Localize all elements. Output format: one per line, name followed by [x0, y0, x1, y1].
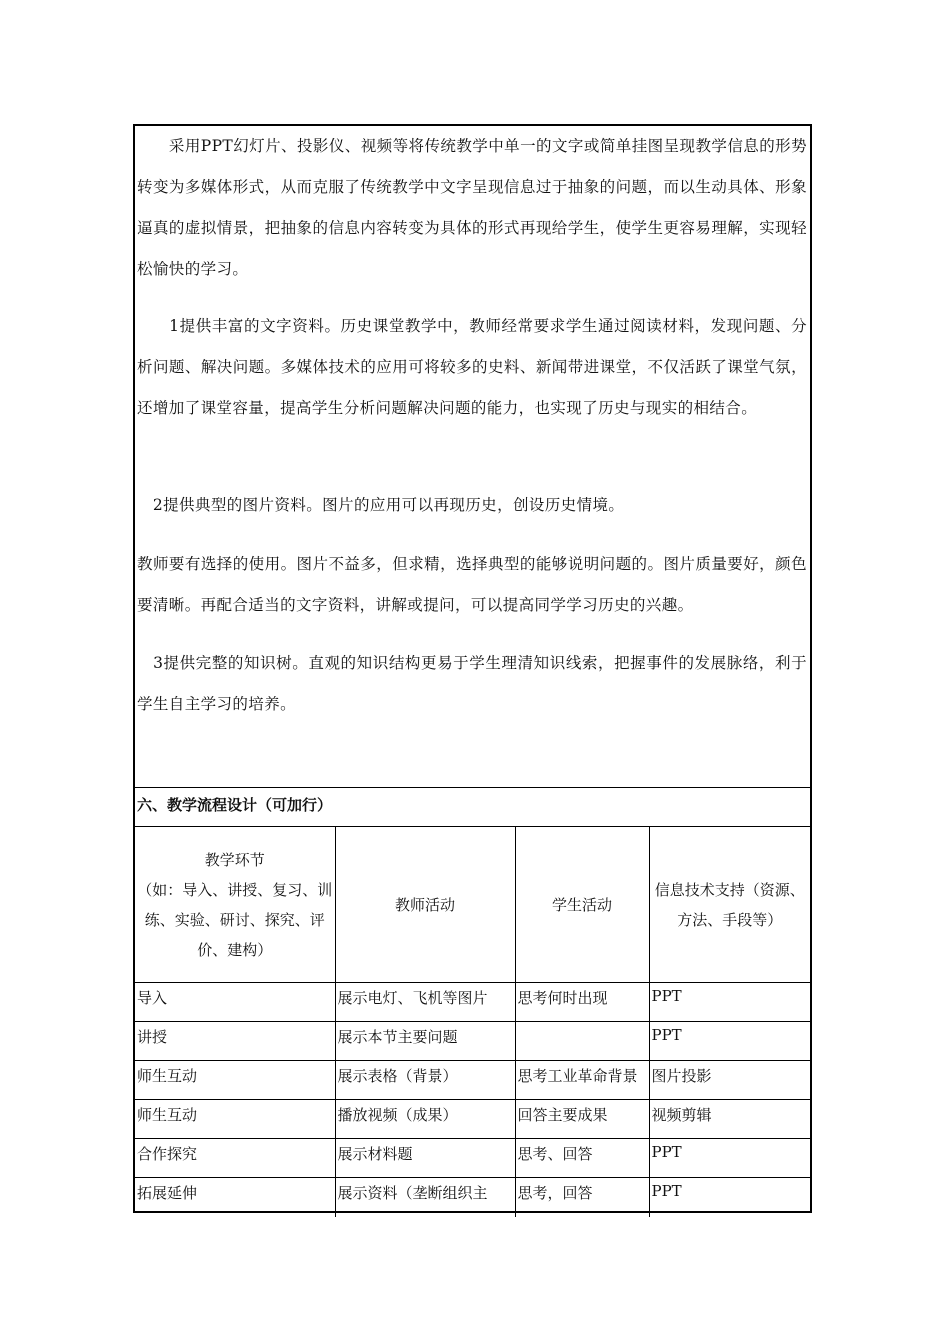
cell-teacher: 展示材料题 — [335, 1139, 515, 1178]
table-row — [135, 1061, 810, 1100]
cell-student: 回答主要成果 — [515, 1100, 649, 1139]
teaching-flow-table — [135, 827, 810, 1217]
cell-support: PPT — [649, 983, 810, 1022]
cell-stage: 师生互动 — [135, 1100, 335, 1139]
cell-teacher: 播放视频（成果） — [335, 1100, 515, 1139]
cell-support: 视频剪辑 — [649, 1100, 810, 1139]
table-row — [135, 1178, 810, 1217]
cell-teacher: 展示表格（背景） — [335, 1061, 515, 1100]
table-row — [135, 1139, 810, 1178]
cell-student: 思考，回答 — [515, 1178, 649, 1217]
cell-stage: 拓展延伸 — [135, 1178, 335, 1217]
section-title: 六、教学流程设计（可加行） — [137, 796, 333, 814]
table-row — [135, 1022, 810, 1061]
cell-support: PPT — [649, 1022, 810, 1061]
section-header-row — [135, 787, 810, 827]
cell-stage: 合作探究 — [135, 1139, 335, 1178]
table-row — [135, 983, 810, 1022]
paragraph-text-materials: 1提供丰富的文字资料。历史课堂教学中，教师经常要求学生通过阅读材料，发现问题、分析问题、解决问题。多媒体技术的应用可将较多的史料、新闻带进课堂，不仅活跃了课堂气氛，还增加了课堂容量，提高学生分析问题解决问题的能力，也实现了历史与现实的相结合。 — [137, 317, 807, 417]
paragraph-picture-usage: 教师要有选择的使用。图片不益多，但求精，选择典型的能够说明问题的。图片质量要好，颜色要清晰。再配合适当的文字资料，讲解或提问，可以提高同学学习历史的兴趣。 — [137, 555, 807, 614]
cell-stage: 师生互动 — [135, 1061, 335, 1100]
cell-student: 思考工业革命背景 — [515, 1061, 649, 1100]
cell-teacher: 展示本节主要问题 — [335, 1022, 515, 1061]
header-it-support: 信息技术支持（资源、方法、手段等） — [649, 827, 810, 983]
cell-student: 思考、回答 — [515, 1139, 649, 1178]
cell-student: 思考何时出现 — [515, 983, 649, 1022]
cell-support: PPT — [649, 1178, 810, 1217]
header-teacher-activity: 教师活动 — [335, 827, 515, 983]
cell-support: 图片投影 — [649, 1061, 810, 1100]
paragraph-knowledge-tree: 3提供完整的知识树。直观的知识结构更易于学生理清知识线索，把握事件的发展脉络，利于学生自主学习的培养。 — [137, 654, 807, 713]
cell-support: PPT — [649, 1139, 810, 1178]
cell-teacher: 展示资料（垄断组织主 — [335, 1178, 515, 1217]
table-header-row — [135, 827, 810, 983]
header-teaching-stage: 教学环节 （如：导入、讲授、复习、训练、实验、研讨、探究、评价、建构） — [135, 827, 335, 983]
document-frame — [133, 124, 812, 1213]
paragraph-picture-materials: 2提供典型的图片资料。图片的应用可以再现历史，创设历史情境。 — [137, 496, 625, 514]
cell-stage: 讲授 — [135, 1022, 335, 1061]
header-student-activity: 学生活动 — [515, 827, 649, 983]
paragraph-multimedia-intro: 采用PPT幻灯片、投影仪、视频等将传统教学中单一的文字或简单挂图呈现教学信息的形势转变为多媒体形式，从而克服了传统教学中文字呈现信息过于抽象的问题，而以生动具体、形象逼真的虚拟情景，把抽象的信息内容转变为具体的形式再现给学生，使学生更容易理解，实现轻松愉快的学习。 — [137, 137, 807, 278]
cell-student — [515, 1022, 649, 1061]
cell-teacher: 展示电灯、飞机等图片 — [335, 983, 515, 1022]
text-block — [135, 126, 810, 787]
cell-stage: 导入 — [135, 983, 335, 1022]
table-row — [135, 1100, 810, 1139]
